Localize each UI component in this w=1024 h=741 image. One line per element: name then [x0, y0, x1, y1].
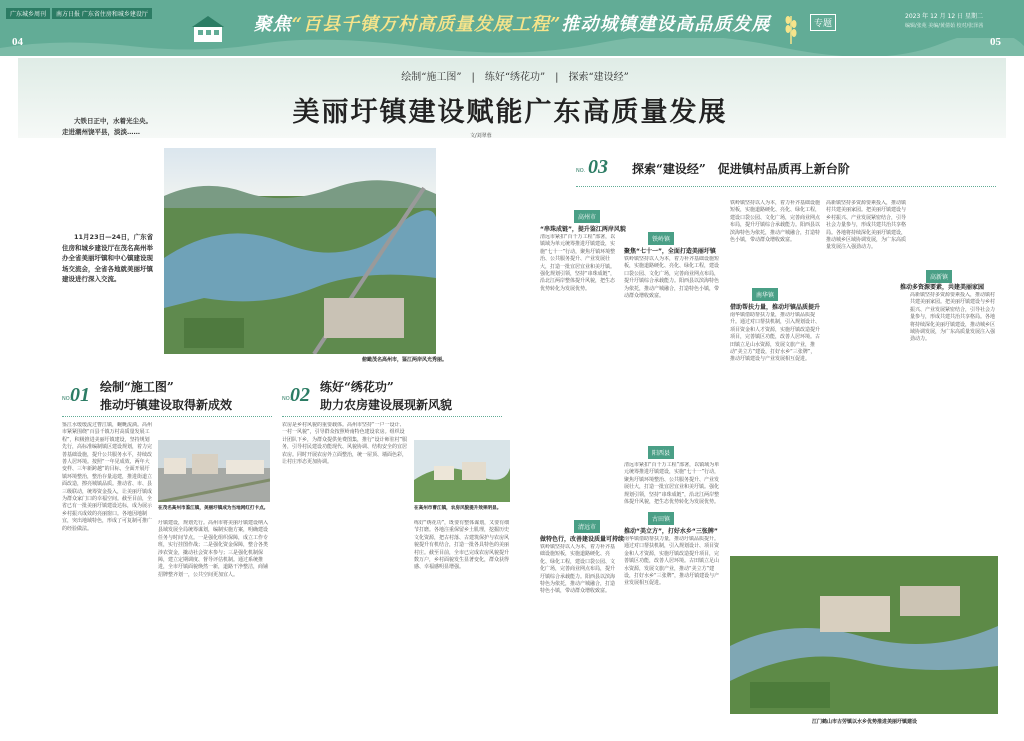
section-03-column-1	[540, 234, 618, 514]
section-02-divider	[282, 416, 502, 417]
page-number-left: 04	[12, 36, 23, 48]
section-02-column-2	[414, 520, 510, 732]
section-03-text-4: 高新镇坚持多资源要素投入，推动镇村共建美丽家园。把美丽圩镇建设与乡村振兴、产业发展紧密结合，引导社会力量参与，形成共建共治共享格局。各地将持续深化美丽圩镇建设，推动城乡区域协调发展，为广东高质量发展注入强劲动力。	[826, 200, 906, 251]
section-02-text-1: 农房是乡村风貌的重要载体。高州市坚持“一户一设计、一村一风貌”，引导群众按照岭南特色建设农房。组织设计团队下乡，为群众提供免费图集，推行“设计师驻村”服务，引导村民建设功能现代、风貌协调、结构安全的宜居农房。同时开展农房外立面整治，统一屋顶、墙面色彩，让村庄形态更加协调。	[282, 422, 408, 466]
intro-paragraph-1: 大铁日正中，水着光尘央。走进潮州饶平县，淡淡……	[62, 117, 152, 136]
sec02-photo	[414, 440, 510, 502]
special-badge: 专题	[810, 14, 836, 31]
section-03-title: 探索“建设经” 促进镇村品质再上新台阶	[632, 162, 850, 176]
subtitle-row: 绘制“施工图” | 练好“绣花功” | 探索“建设经”	[401, 72, 629, 83]
section-02-no-label: NO.	[282, 396, 292, 402]
header-band	[0, 0, 1024, 56]
subhead-5: 推动“美立方”，打好水乡“三张牌”	[624, 528, 718, 535]
section-03-column-4	[826, 200, 906, 540]
band-quote: “百县千镇万村高质量发展工程”	[291, 14, 562, 35]
tag-yangxi: 阳西县	[648, 446, 674, 459]
section-01-column-1	[62, 422, 154, 732]
section-03-column-1b	[540, 544, 618, 732]
subhead-4: 做特色行，改善建设质量可持续	[540, 536, 625, 543]
section-02-title	[320, 378, 490, 414]
section-01-divider	[62, 416, 272, 417]
aerial-caption: 俯瞰茂名高州市，鉴江两岸风光秀丽。	[362, 357, 448, 363]
section-03-text-1b: 铁岭镇坚持以人为本，着力补齐基础设施短板，实施道路硬化、亮化、绿化工程，建设口袋公园、文化广场，完善商业网点布局，提升圩镇综合承载能力。阳西县以滨海特色为依托，推动产城融合，打造特色小镇，带动群众增收致富。	[540, 544, 616, 595]
sec02-caption: 在高州市曹江镇，农房风貌提升效果明显。	[414, 506, 502, 511]
band-suffix: 推动城镇建设高品质发展	[561, 14, 771, 35]
tag-gaozhou: 高州市	[574, 210, 600, 223]
grain-icon	[780, 10, 802, 44]
section-03-text-2: 铁岭镇坚持以人为本，着力补齐基础设施短板，实施道路硬化、亮化、绿化工程，建设口袋公园、文化广场，完善商业网点布局，提升圩镇综合承载能力。阳西县以滨海特色为依托，推动产城融合，打造特色小镇，带动群众增收致富。	[624, 256, 720, 300]
page-number-right: 05	[990, 36, 1001, 48]
band-title	[232, 10, 792, 36]
issue-date: 2023 年 12 月 12 日 星期二	[905, 13, 983, 20]
section-03-text-3a: 铁岭镇坚持以人为本，着力补齐基础设施短板，实施道路硬化、亮化、绿化工程，建设口袋公园、文化广场，完善商业网点布局，提升圩镇综合承载能力。阳西县以滨海特色为依托，推动产城融合，打造特色小镇，带动群众增收致富。	[730, 200, 820, 244]
section-03-text-1: 清远市紧扣“百千万工程”部署，以镇域为单元统筹推进圩镇建设，实施“七十一”行动，聚焦圩镇环境整治、公共服务提升、产业发展壮大，打造一批宜居宜业和美圩镇。强化规划引领，坚持“串珠成链”，沿北江两岸整体提升风貌，把生态优势转化为发展优势。	[540, 234, 616, 292]
house-icon	[190, 14, 226, 44]
subtitle-2: 练好“绣花功”	[484, 72, 546, 83]
subhead-3: 借助帮扶力量，推动圩镇品质提升	[730, 304, 821, 311]
section-01-no-label: NO.	[62, 396, 72, 402]
section-tag: 广东城乡周刊	[6, 8, 50, 19]
section-03-no-label: NO.	[576, 168, 586, 174]
publisher-tag: 南方日报 广东省住房和城乡建设厅	[52, 8, 152, 19]
tag-nanhua: 南华镇	[752, 288, 778, 301]
section-01-title	[100, 378, 270, 414]
section-03-column-3a	[730, 200, 820, 284]
subtitle-3: 探索“建设经”	[568, 72, 629, 83]
section-03-divider	[576, 186, 996, 187]
intro-paragraph-2: 11月23日—24日，广东省住房和城乡建设厅在茂名高州举办全省美丽圩镇和中心镇建设现场交流会，全省各地就美丽圩镇建设进行深入交流。	[62, 233, 154, 283]
byline: 文/刘翠蓉	[470, 133, 492, 139]
section-03-text-2c: 南华镇借助帮扶力量，推动圩镇品质提升。通过对口帮扶机制，引入规划设计、项目资金和人才资源，实施圩镇改造提升项目，完善镇区功能，改善人居环境。古田镇立足山水资源，发展文旅产业，推动“美立方”建设，打好水乡“三张牌”，推动圩镇建设与产业发展相互促进。	[624, 536, 720, 587]
subhead-2: 聚焦“七十一”，全面打造美丽圩镇	[624, 248, 716, 255]
section-03-column-3	[730, 312, 820, 544]
subtitle-1: 绘制“施工图”	[401, 72, 462, 83]
hills-decoration	[0, 38, 1024, 56]
section-01-text-1: 鉴江水缓缓流过曹江镇，蜿蜒流淌。高州市紧紧围绕“百县千镇万村高质量发展工程”，积极推进美丽圩镇建设，坚持规划先行，高标准编制镇区建设规划，着力完善基础设施，提升公共服务水平，持续改善人居环境。按照“一年见成效、两年大变样、三年新跨越”的目标，全面开展圩镇环境整治，整治存量违建，推进街道立面改造，擦亮城镇品质。推动省、市、县三级联动，统筹资金投入，让美丽圩镇成为群众家门口的幸福空间。截至目前，全省已有一批美丽圩镇建设达标，成为展示乡村振兴成效的亮丽窗口。各地因地制宜，突出地域特色，形成了可复制可推广的经验做法。	[62, 422, 153, 532]
band-prefix: 聚焦	[253, 14, 292, 35]
section-01-number: 01	[70, 384, 90, 406]
section-03-text-3: 南华镇借助帮扶力量，推动圩镇品质提升。通过对口帮扶机制，引入规划设计、项目资金和人才资源，实施圩镇改造提升项目，完善镇区功能，改善人居环境。古田镇立足山水资源，发展文旅产业，推动“美立方”建设，打好水乡“三张牌”，推动圩镇建设与产业发展相互促进。	[730, 312, 820, 363]
section-01-title-line1: 绘制“施工图”	[100, 380, 174, 394]
section-03-column-2c	[624, 536, 720, 732]
section-01-title-line2: 推动圩镇建设取得新成效	[100, 398, 233, 412]
section-02-text-2: 练好“绣花功”，既要有整体谋划，又要有细节打磨。各地注重保留乡土肌理，挖掘历史文化资源，把古村落、古建筑保护与农房风貌提升有机结合，打造一批各具特色的美丽村庄。截至目前，全市已完成农房风貌提升数万户，乡村面貌发生显著变化，群众获得感、幸福感明显增强。	[414, 520, 510, 571]
subhead-6: 推动多资源要素，共建美丽家园	[900, 284, 985, 291]
sec01-caption: 在茂名高州市鉴江镇，美丽圩镇成为当地网红打卡点。	[158, 506, 269, 511]
tag-qingyuan: 清远市	[574, 520, 600, 533]
tag-gutian: 古田镇	[648, 512, 674, 525]
section-02-title-line1: 练好“绣花功”	[320, 380, 394, 394]
section-03-column-2	[624, 256, 720, 436]
aerial-photo	[164, 148, 436, 354]
river-photo	[730, 556, 998, 714]
section-03-number: 03	[588, 156, 608, 178]
main-headline: 美丽圩镇建设赋能广东高质量发展	[292, 97, 728, 128]
section-03-text-5: 高新镇坚持多资源要素投入，推动镇村共建美丽家园。把美丽圩镇建设与乡村振兴、产业发展紧密结合，引导社会力量参与，形成共建共治共享格局。各地将持续深化美丽圩镇建设，推动城乡区域协调发展，为广东高质量发展注入强劲动力。	[910, 292, 996, 343]
section-03-column-2b	[624, 462, 720, 512]
tag-tieling: 铁岭镇	[648, 232, 674, 245]
tag-gaoxin: 高新镇	[926, 270, 952, 283]
subhead-1: “串珠成链”，提升鉴江两岸风貌	[540, 226, 626, 233]
section-03-text-2b: 清远市紧扣“百千万工程”部署，以镇域为单元统筹推进圩镇建设，实施“七十一”行动，聚焦圩镇环境整治、公共服务提升、产业发展壮大，打造一批宜居宜业和美圩镇。强化规划引领，坚持“串珠成链”，沿北江两岸整体提升风貌，把生态优势转化为发展优势。	[624, 462, 720, 506]
river-caption: 江门鹤山市古劳镇以水乡优势推进美丽圩镇建设	[812, 719, 918, 725]
sec01-photo	[158, 440, 270, 502]
section-02-column-1	[282, 422, 408, 732]
section-01-text-2: 圩镇建设，规划先行。高州市将美丽圩镇建设纳入县域发展全局统筹谋划，编制实施方案，明确建设任务与时间节点。一是强化组织保障，成立工作专班，实行挂图作战；二是强化资金保障，整合各类涉农资金，撬动社会资本参与；三是强化机制保障，建立定期调度、督导评估机制。通过系统推进，全市圩镇面貌焕然一新，道路干净整洁，商铺招牌整齐划一，公共空间更加宜人。	[158, 520, 269, 578]
section-01-column-2	[158, 520, 270, 732]
section-02-number: 02	[290, 384, 310, 406]
section-03-column-5	[910, 292, 998, 542]
section-02-title-line2: 助力农房建设展现新风貌	[320, 398, 453, 412]
editors-credit: 编辑/张苑 美编/黄倩茹 校对/张泽茜	[905, 23, 984, 29]
